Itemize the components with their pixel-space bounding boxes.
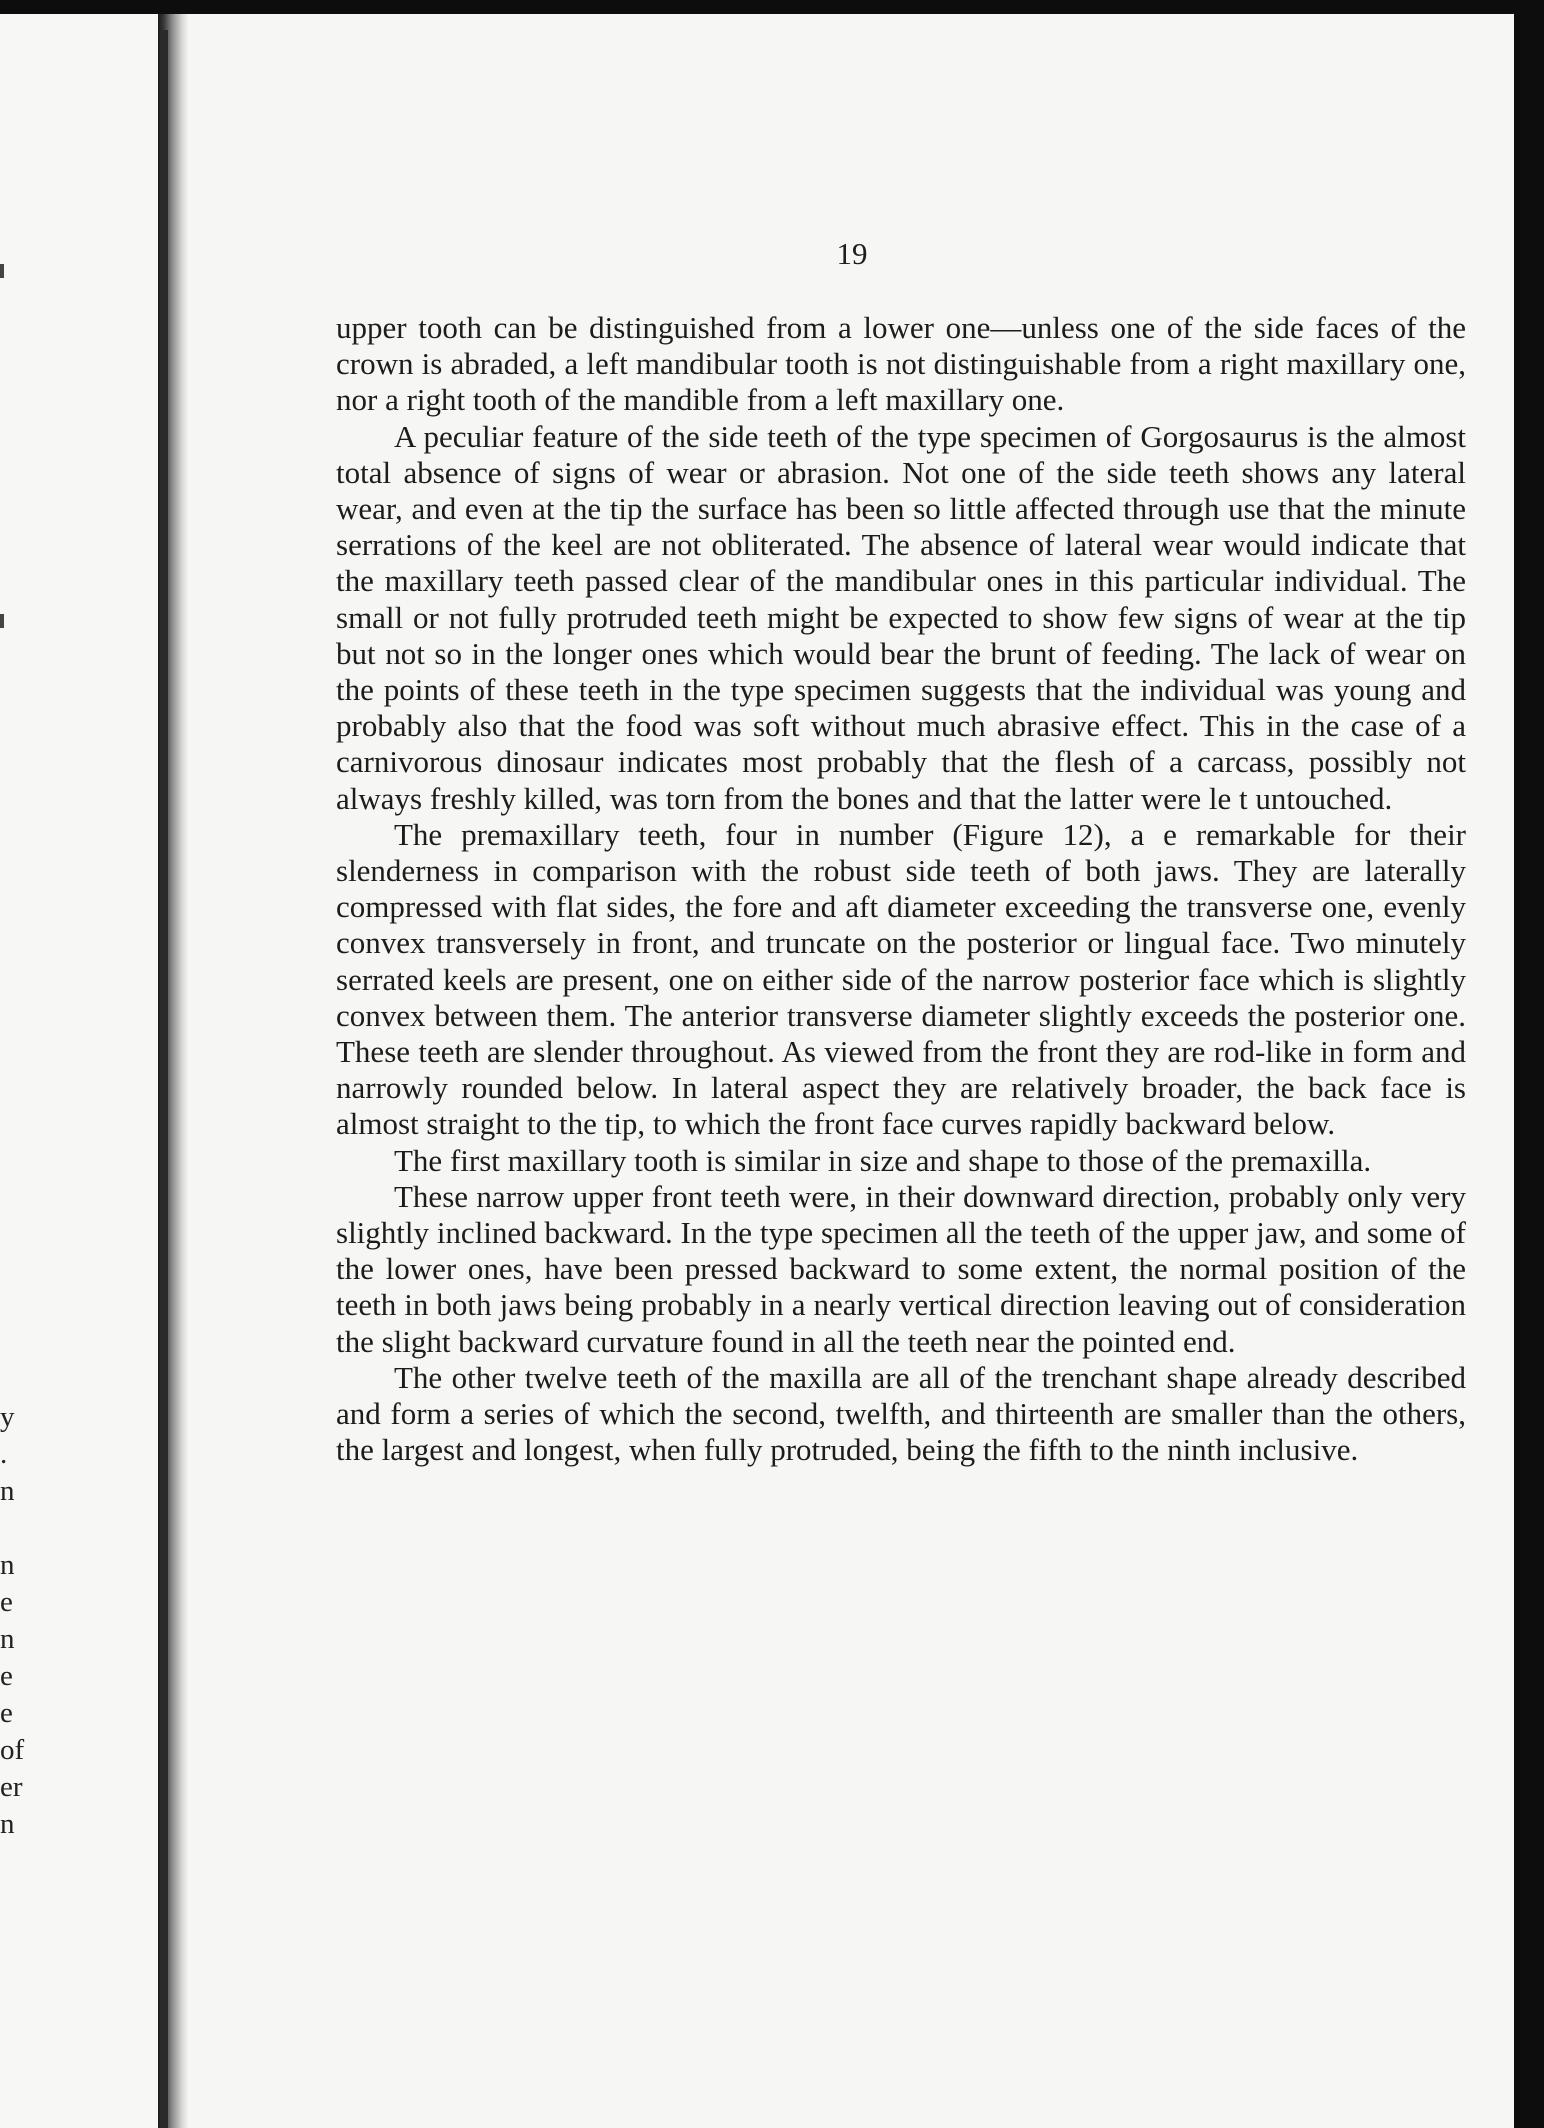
previous-page-letter: e (0, 1660, 13, 1692)
previous-page-letter: n (0, 1808, 15, 1840)
page-number: 19 (836, 236, 868, 271)
paragraph: The first maxillary tooth is similar in size and shape to those of the premaxilla. (394, 1142, 1372, 1178)
previous-page-letter: n (0, 1623, 15, 1655)
paragraph: upper tooth can be distinguished from a lower one—unless one of the side faces of the crown is abraded, a left mandibular tooth is not distinguishable from a right maxillary one, nor a right tooth of the mandible from a left maxillary one. (336, 310, 1466, 418)
binding-shadow-line (162, 30, 168, 2128)
previous-page-mark (0, 614, 4, 628)
previous-page-edge (0, 14, 158, 2128)
previous-page-letter: of (0, 1734, 25, 1766)
previous-page-letter: n (0, 1549, 15, 1581)
previous-page-letter: er (0, 1771, 23, 1803)
previous-page-letter: . (0, 1438, 8, 1470)
previous-page-letter: e (0, 1697, 13, 1729)
previous-page-letter: n (0, 1475, 15, 1507)
paragraph: The premaxillary teeth, four in number (Figure 12), a e remarkable for their slenderness in comparison with the robust side teeth of both jaws. They are laterally compressed with flat sides, the fore and aft diameter exceeding the transverse one, evenly convex transversely in front, and truncate on the posterior or lingual face. Two minutely serrated keels are present, one on either side of the narrow posterior face which is slightly convex between them. The anterior transverse diameter slightly exceeds the posterior one. These teeth are slender throughout. As viewed from the front they are rod-like in form and narrowly rounded below. In lateral aspect they are relatively broader, the back face is almost straight to the tip, to which the front face curves rapidly backward below. (336, 816, 1466, 1142)
previous-page-letters (0, 1399, 40, 1843)
body-text (336, 310, 1466, 1469)
book-page (188, 14, 1514, 2128)
paragraph: A peculiar feature of the side teeth of the type specimen of Gorgosaurus is the almost total absence of signs of wear or abrasion. Not one of the side teeth shows any lateral wear, and even at the tip the surface has been so little affected through use that the minute serrations of the keel are not obliterated. The absence of lateral wear would indicate that the maxillary teeth passed clear of the mandibular ones in this particular individual. The small or not fully protruded teeth might be expected to show few signs of wear at the tip but not so in the longer ones which would bear the brunt of feeding. The lack of wear on the points of these teeth in the type specimen suggests that the individual was young and probably also that the food was soft without much abrasive effect. This in the case of a carnivorous dinosaur indicates most probably that the flesh of a carcass, possibly not always freshly killed, was torn from the bones and that the latter were le t untouched. (336, 418, 1466, 816)
previous-page-letter (0, 1510, 40, 1547)
previous-page-mark (0, 264, 4, 278)
previous-page-letter: y (0, 1401, 15, 1433)
scanner-border (1514, 0, 1544, 2128)
paragraph: These narrow upper front teeth were, in their downward direction, probably only very slightly inclined backward. In the type specimen all the teeth of the upper jaw, and some of the lower ones, have been pressed backward to some extent, the normal position of the teeth in both jaws being probably in a nearly vertical direction leaving out of consideration the slight backward curvature found in all the teeth near the pointed end. (336, 1178, 1466, 1359)
paragraph: The other twelve teeth of the maxilla are all of the trenchant shape already described and form a series of which the second, twelfth, and thirteenth are smaller than the others, the largest and longest, when fully protruded, being the fifth to the ninth inclusive. (336, 1359, 1466, 1468)
previous-page-letter: e (0, 1586, 13, 1618)
